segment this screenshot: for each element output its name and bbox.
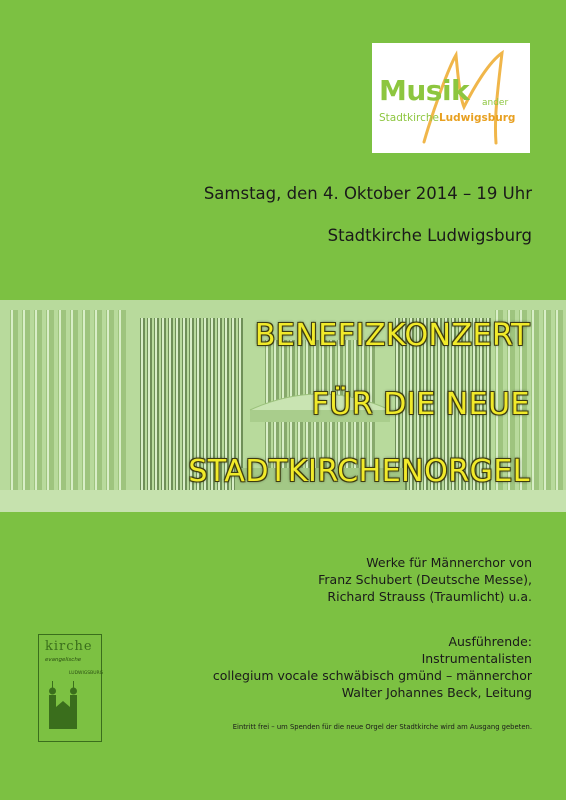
works-line-1: Werke für Männerchor von	[366, 555, 532, 570]
works-block	[318, 554, 532, 605]
logo-ludwigsburg: Ludwigsburg	[438, 112, 516, 124]
footer-note: Eintritt frei – um Spenden für die neue Orgel der Stadtkirche wird am Ausgang gebeten.	[232, 723, 532, 731]
organ-pipe-highlight	[47, 310, 49, 490]
performers-line-1: Instrumentalisten	[421, 651, 532, 666]
kirche-logo	[38, 634, 102, 742]
organ-pipe-highlight	[83, 310, 85, 490]
event-date: Samstag, den 4. Oktober 2014 – 19 Uhr	[203, 184, 532, 203]
headline-line-3: STADTKIRCHENORGEL	[188, 454, 530, 489]
kirche-logo-sub: evangelische	[45, 657, 82, 663]
performers-line-3: Walter Johannes Beck, Leitung	[341, 685, 532, 700]
organ-pipe-highlight	[532, 310, 534, 490]
organ-pipe-highlight	[183, 318, 185, 490]
kirche-logo-place: LUDWIGSBURG	[69, 671, 104, 676]
organ-pipe-highlight	[544, 310, 546, 490]
logo-subtitle	[379, 113, 515, 124]
organ-pipe-highlight	[59, 310, 61, 490]
performers-heading: Ausführende:	[448, 634, 532, 649]
logo-stadtkirche: Stadtkirche	[379, 112, 439, 124]
organ-pipe-highlight	[107, 310, 109, 490]
event-venue: Stadtkirche Ludwigsburg	[327, 226, 532, 245]
organ-pipe-highlight	[35, 310, 37, 490]
headline-line-1: BENEFIZKONZERT	[254, 318, 530, 353]
organ-pipe-highlight	[23, 310, 25, 490]
performers-line-2: collegium vocale schwäbisch gmünd – männerchor	[212, 668, 532, 683]
organ-pipe-highlight	[169, 318, 171, 490]
kirche-logo-word: kirche	[45, 639, 93, 654]
organ-pipe-highlight	[119, 310, 121, 490]
organ-pipe-highlight	[11, 310, 13, 490]
headline-line-2: FÜR DIE NEUE	[311, 387, 530, 422]
works-line-3: Richard Strauss (Traumlicht) u.a.	[327, 589, 532, 604]
organ-pipe-highlight	[148, 318, 150, 490]
organ-pipe-highlight	[162, 318, 164, 490]
logo-ander-text: ander	[482, 98, 509, 108]
church-towers-icon	[43, 679, 83, 731]
performers-block	[213, 633, 532, 701]
logo-musik-text: Musik	[379, 74, 470, 107]
musik-logo	[372, 43, 530, 153]
organ-pipe-highlight	[176, 318, 178, 490]
organ-pipe-highlight	[95, 310, 97, 490]
organ-pipe-highlight	[141, 318, 143, 490]
organ-pipe-highlight	[155, 318, 157, 490]
organ-pipe-highlight	[556, 310, 558, 490]
organ-pipe-highlight	[71, 310, 73, 490]
works-line-2: Franz Schubert (Deutsche Messe),	[318, 572, 532, 587]
